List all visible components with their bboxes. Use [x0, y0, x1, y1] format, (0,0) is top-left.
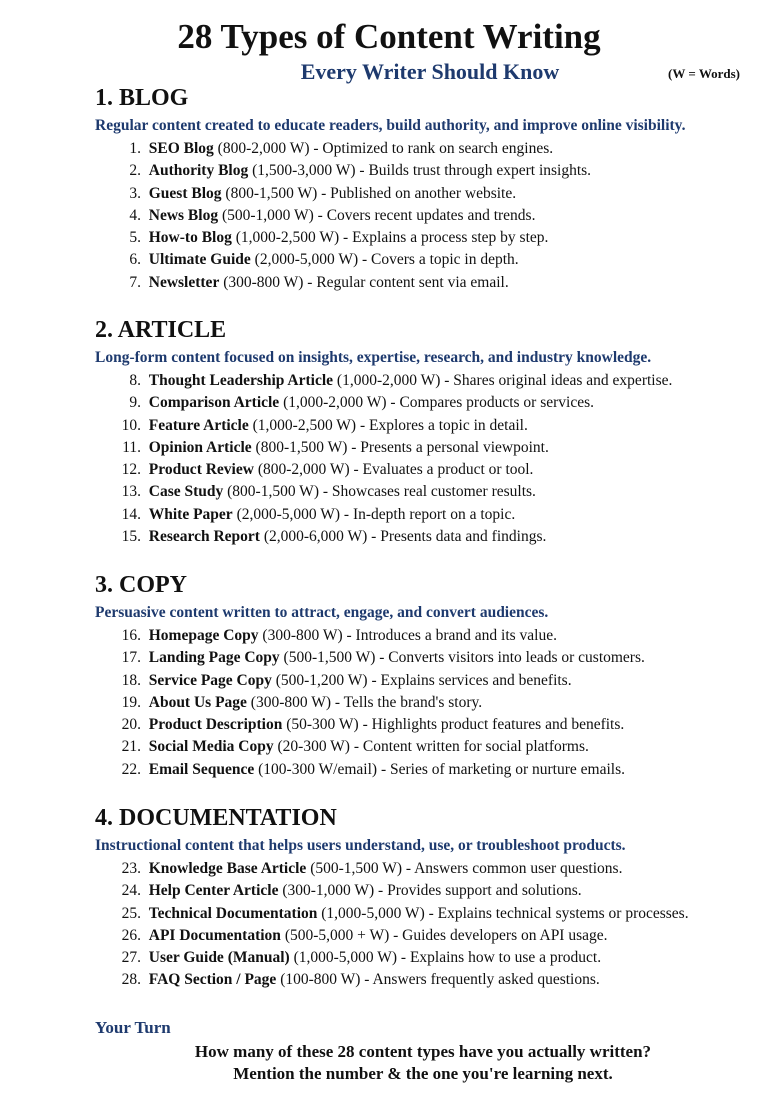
item-detail: (2,000-5,000 W) - Covers a topic in depth. — [250, 251, 519, 269]
item-name: Knowledge Base Article — [148, 860, 307, 877]
item-detail: (800-1,500 W) - Published on another website. — [221, 184, 517, 202]
section-documentation — [95, 804, 755, 992]
item-name: Case Study — [148, 483, 224, 501]
word-legend-note: (W = Words) — [668, 66, 740, 81]
item-body — [149, 370, 673, 392]
content-type-list — [95, 625, 755, 781]
list-item — [95, 227, 755, 249]
item-name: News Blog — [148, 206, 219, 224]
item-name: User Guide (Manual) — [148, 949, 290, 967]
item-detail: (800-2,000 W) - Optimized to rank on search engines. — [213, 140, 554, 157]
item-detail: (500-1,000 W) - Covers recent updates and trends. — [218, 206, 536, 224]
item-name: Technical Documentation — [148, 904, 318, 922]
item-name: Ultimate Guide — [148, 251, 251, 269]
item-name: Product Description — [148, 716, 283, 734]
item-body — [149, 903, 689, 925]
content-type-list — [95, 370, 755, 548]
list-item — [95, 459, 755, 481]
item-body — [149, 481, 536, 503]
list-item — [95, 947, 755, 969]
item-name: How-to Blog — [148, 229, 232, 247]
list-item — [95, 526, 755, 548]
item-number: 27. — [121, 949, 141, 967]
list-item — [95, 481, 755, 503]
item-body — [149, 625, 557, 647]
item-detail: (1,000-5,000 W) - Explains technical systems or processes. — [317, 904, 689, 922]
item-detail: (300-800 W) - Tells the brand's story. — [246, 693, 483, 711]
item-number: 6. — [129, 251, 141, 269]
list-item — [95, 670, 755, 692]
item-number: 2. — [129, 162, 141, 180]
list-item — [95, 504, 755, 526]
item-name: Guest Blog — [148, 184, 222, 202]
list-item — [95, 183, 755, 205]
item-detail: (800-2,000 W) - Evaluates a product or tool. — [253, 461, 534, 479]
item-body — [149, 138, 553, 160]
item-number: 16. — [121, 627, 141, 644]
item-number: 15. — [121, 528, 141, 546]
item-body — [149, 415, 528, 437]
item-number: 18. — [121, 671, 141, 689]
section-blog — [95, 84, 755, 294]
section-heading: 1. BLOG — [95, 85, 189, 111]
list-item — [95, 160, 755, 182]
item-number: 22. — [121, 760, 141, 778]
item-number: 4. — [129, 206, 141, 224]
item-detail: (2,000-6,000 W) - Presents data and findings. — [259, 528, 547, 546]
section-heading: 3. COPY — [95, 572, 187, 598]
item-body — [149, 858, 623, 880]
list-item — [95, 858, 755, 880]
item-body — [149, 272, 509, 294]
page-title: 28 Types of Content Writing — [177, 17, 601, 56]
item-number: 8. — [129, 372, 141, 389]
item-name: FAQ Section / Page — [148, 971, 277, 989]
item-body — [149, 670, 572, 692]
item-number: 12. — [121, 461, 141, 479]
section-copy — [95, 571, 755, 781]
item-detail: (500-1,200 W) - Explains services and benefits. — [271, 671, 572, 689]
content-type-list — [95, 858, 755, 992]
your-turn-heading: Your Turn — [95, 1018, 171, 1037]
list-item — [95, 714, 755, 736]
item-number: 11. — [122, 438, 141, 456]
item-number: 10. — [121, 416, 141, 434]
section-description: Persuasive content written to attract, engage, and convert audiences. — [95, 604, 549, 621]
item-body — [149, 504, 515, 526]
list-item — [95, 925, 755, 947]
item-detail: (2,000-5,000 W) - In-depth report on a topic. — [232, 505, 516, 523]
item-name: Homepage Copy — [148, 627, 259, 644]
item-number: 23. — [121, 860, 141, 877]
item-number: 14. — [121, 505, 141, 523]
item-name: Landing Page Copy — [148, 649, 280, 667]
item-detail: (300-800 W) - Introduces a brand and its value. — [258, 627, 557, 644]
item-body — [149, 227, 549, 249]
section-heading: 2. ARTICLE — [95, 317, 227, 343]
list-item — [95, 692, 755, 714]
item-body — [149, 205, 536, 227]
item-number: 13. — [121, 483, 141, 501]
item-detail: (1,000-2,000 W) - Shares original ideas and expertise. — [333, 372, 673, 389]
item-name: Help Center Article — [148, 882, 279, 900]
list-item — [95, 138, 755, 160]
item-name: Product Review — [148, 461, 254, 479]
item-detail: (500-1,500 W) - Converts visitors into leads or customers. — [279, 649, 645, 667]
item-name: White Paper — [148, 505, 233, 523]
item-name: SEO Blog — [148, 140, 214, 157]
item-detail: (1,000-5,000 W) - Explains how to use a product. — [289, 949, 602, 967]
item-number: 7. — [129, 273, 141, 291]
item-name: About Us Page — [148, 693, 247, 711]
item-body — [149, 459, 534, 481]
list-item — [95, 392, 755, 414]
list-item — [95, 415, 755, 437]
item-number: 5. — [129, 229, 141, 247]
item-name: Thought Leadership Article — [148, 372, 334, 389]
item-detail: (20-300 W) - Content written for social platforms. — [273, 738, 589, 756]
section-article — [95, 316, 755, 548]
item-detail: (500-5,000 + W) - Guides developers on API usage. — [280, 926, 608, 944]
list-item — [95, 249, 755, 271]
item-detail: (1,500-3,000 W) - Builds trust through expert insights. — [248, 162, 592, 180]
item-detail: (300-800 W) - Regular content sent via email. — [219, 273, 509, 291]
item-number: 1. — [129, 140, 141, 157]
item-body — [149, 759, 625, 781]
list-item — [95, 370, 755, 392]
item-detail: (300-1,000 W) - Provides support and solutions. — [278, 882, 582, 900]
section-heading: 4. DOCUMENTATION — [95, 805, 337, 831]
item-detail: (100-800 W) - Answers frequently asked questions. — [276, 971, 600, 989]
item-number: 28. — [121, 971, 141, 989]
list-item — [95, 272, 755, 294]
item-name: Feature Article — [148, 416, 249, 434]
section-description: Long-form content focused on insights, expertise, research, and industry knowledge. — [95, 349, 652, 366]
item-body — [149, 736, 589, 758]
item-detail: (50-300 W) - Highlights product features and benefits. — [282, 716, 625, 734]
list-item — [95, 647, 755, 669]
section-description: Instructional content that helps users understand, use, or troubleshoot products. — [95, 837, 626, 854]
item-name: Newsletter — [148, 273, 220, 291]
list-item — [95, 969, 755, 991]
item-name: Email Sequence — [148, 760, 255, 778]
item-body — [149, 880, 582, 902]
call-to-action-line-2: Mention the number & the one you're learning next. — [233, 1064, 613, 1083]
item-number: 20. — [121, 716, 141, 734]
item-body — [149, 947, 601, 969]
item-name: Research Report — [148, 528, 260, 546]
item-number: 26. — [121, 926, 141, 944]
item-detail: (800-1,500 W) - Presents a personal viewpoint. — [251, 438, 549, 456]
item-number: 3. — [129, 184, 141, 202]
item-name: API Documentation — [148, 926, 281, 944]
item-name: Opinion Article — [148, 438, 252, 456]
item-number: 17. — [121, 649, 141, 667]
item-number: 19. — [121, 693, 141, 711]
item-detail: (800-1,500 W) - Showcases real customer results. — [223, 483, 536, 501]
item-body — [149, 647, 645, 669]
item-detail: (100-300 W/email) - Series of marketing or nurture emails. — [254, 760, 625, 778]
item-detail: (1,000-2,000 W) - Compares products or services. — [279, 394, 595, 412]
item-body — [149, 160, 591, 182]
content-type-list — [95, 138, 755, 294]
item-number: 24. — [121, 882, 141, 900]
item-detail: (500-1,500 W) - Answers common user questions. — [306, 860, 623, 877]
item-number: 21. — [121, 738, 141, 756]
item-number: 25. — [121, 904, 141, 922]
list-item — [95, 625, 755, 647]
item-name: Comparison Article — [148, 394, 280, 412]
item-number: 9. — [129, 394, 141, 412]
item-body — [149, 249, 519, 271]
list-item — [95, 437, 755, 459]
list-item — [95, 736, 755, 758]
item-body — [149, 969, 600, 991]
item-detail: (1,000-2,500 W) - Explains a process step by step. — [231, 229, 549, 247]
item-body — [149, 392, 594, 414]
call-to-action-line-1: How many of these 28 content types have you actually written? — [194, 1042, 652, 1061]
section-description: Regular content created to educate readers, build authority, and improve online visibility. — [95, 117, 686, 134]
list-item — [95, 759, 755, 781]
item-body — [149, 692, 482, 714]
item-name: Service Page Copy — [148, 671, 272, 689]
list-item — [95, 903, 755, 925]
item-body — [149, 714, 625, 736]
item-name: Social Media Copy — [148, 738, 274, 756]
item-detail: (1,000-2,500 W) - Explores a topic in detail. — [248, 416, 528, 434]
item-body — [149, 526, 547, 548]
item-body — [149, 183, 516, 205]
list-item — [95, 880, 755, 902]
page-subtitle: Every Writer Should Know — [300, 59, 560, 84]
list-item — [95, 205, 755, 227]
item-body — [149, 437, 549, 459]
item-name: Authority Blog — [148, 162, 249, 180]
item-body — [149, 925, 608, 947]
